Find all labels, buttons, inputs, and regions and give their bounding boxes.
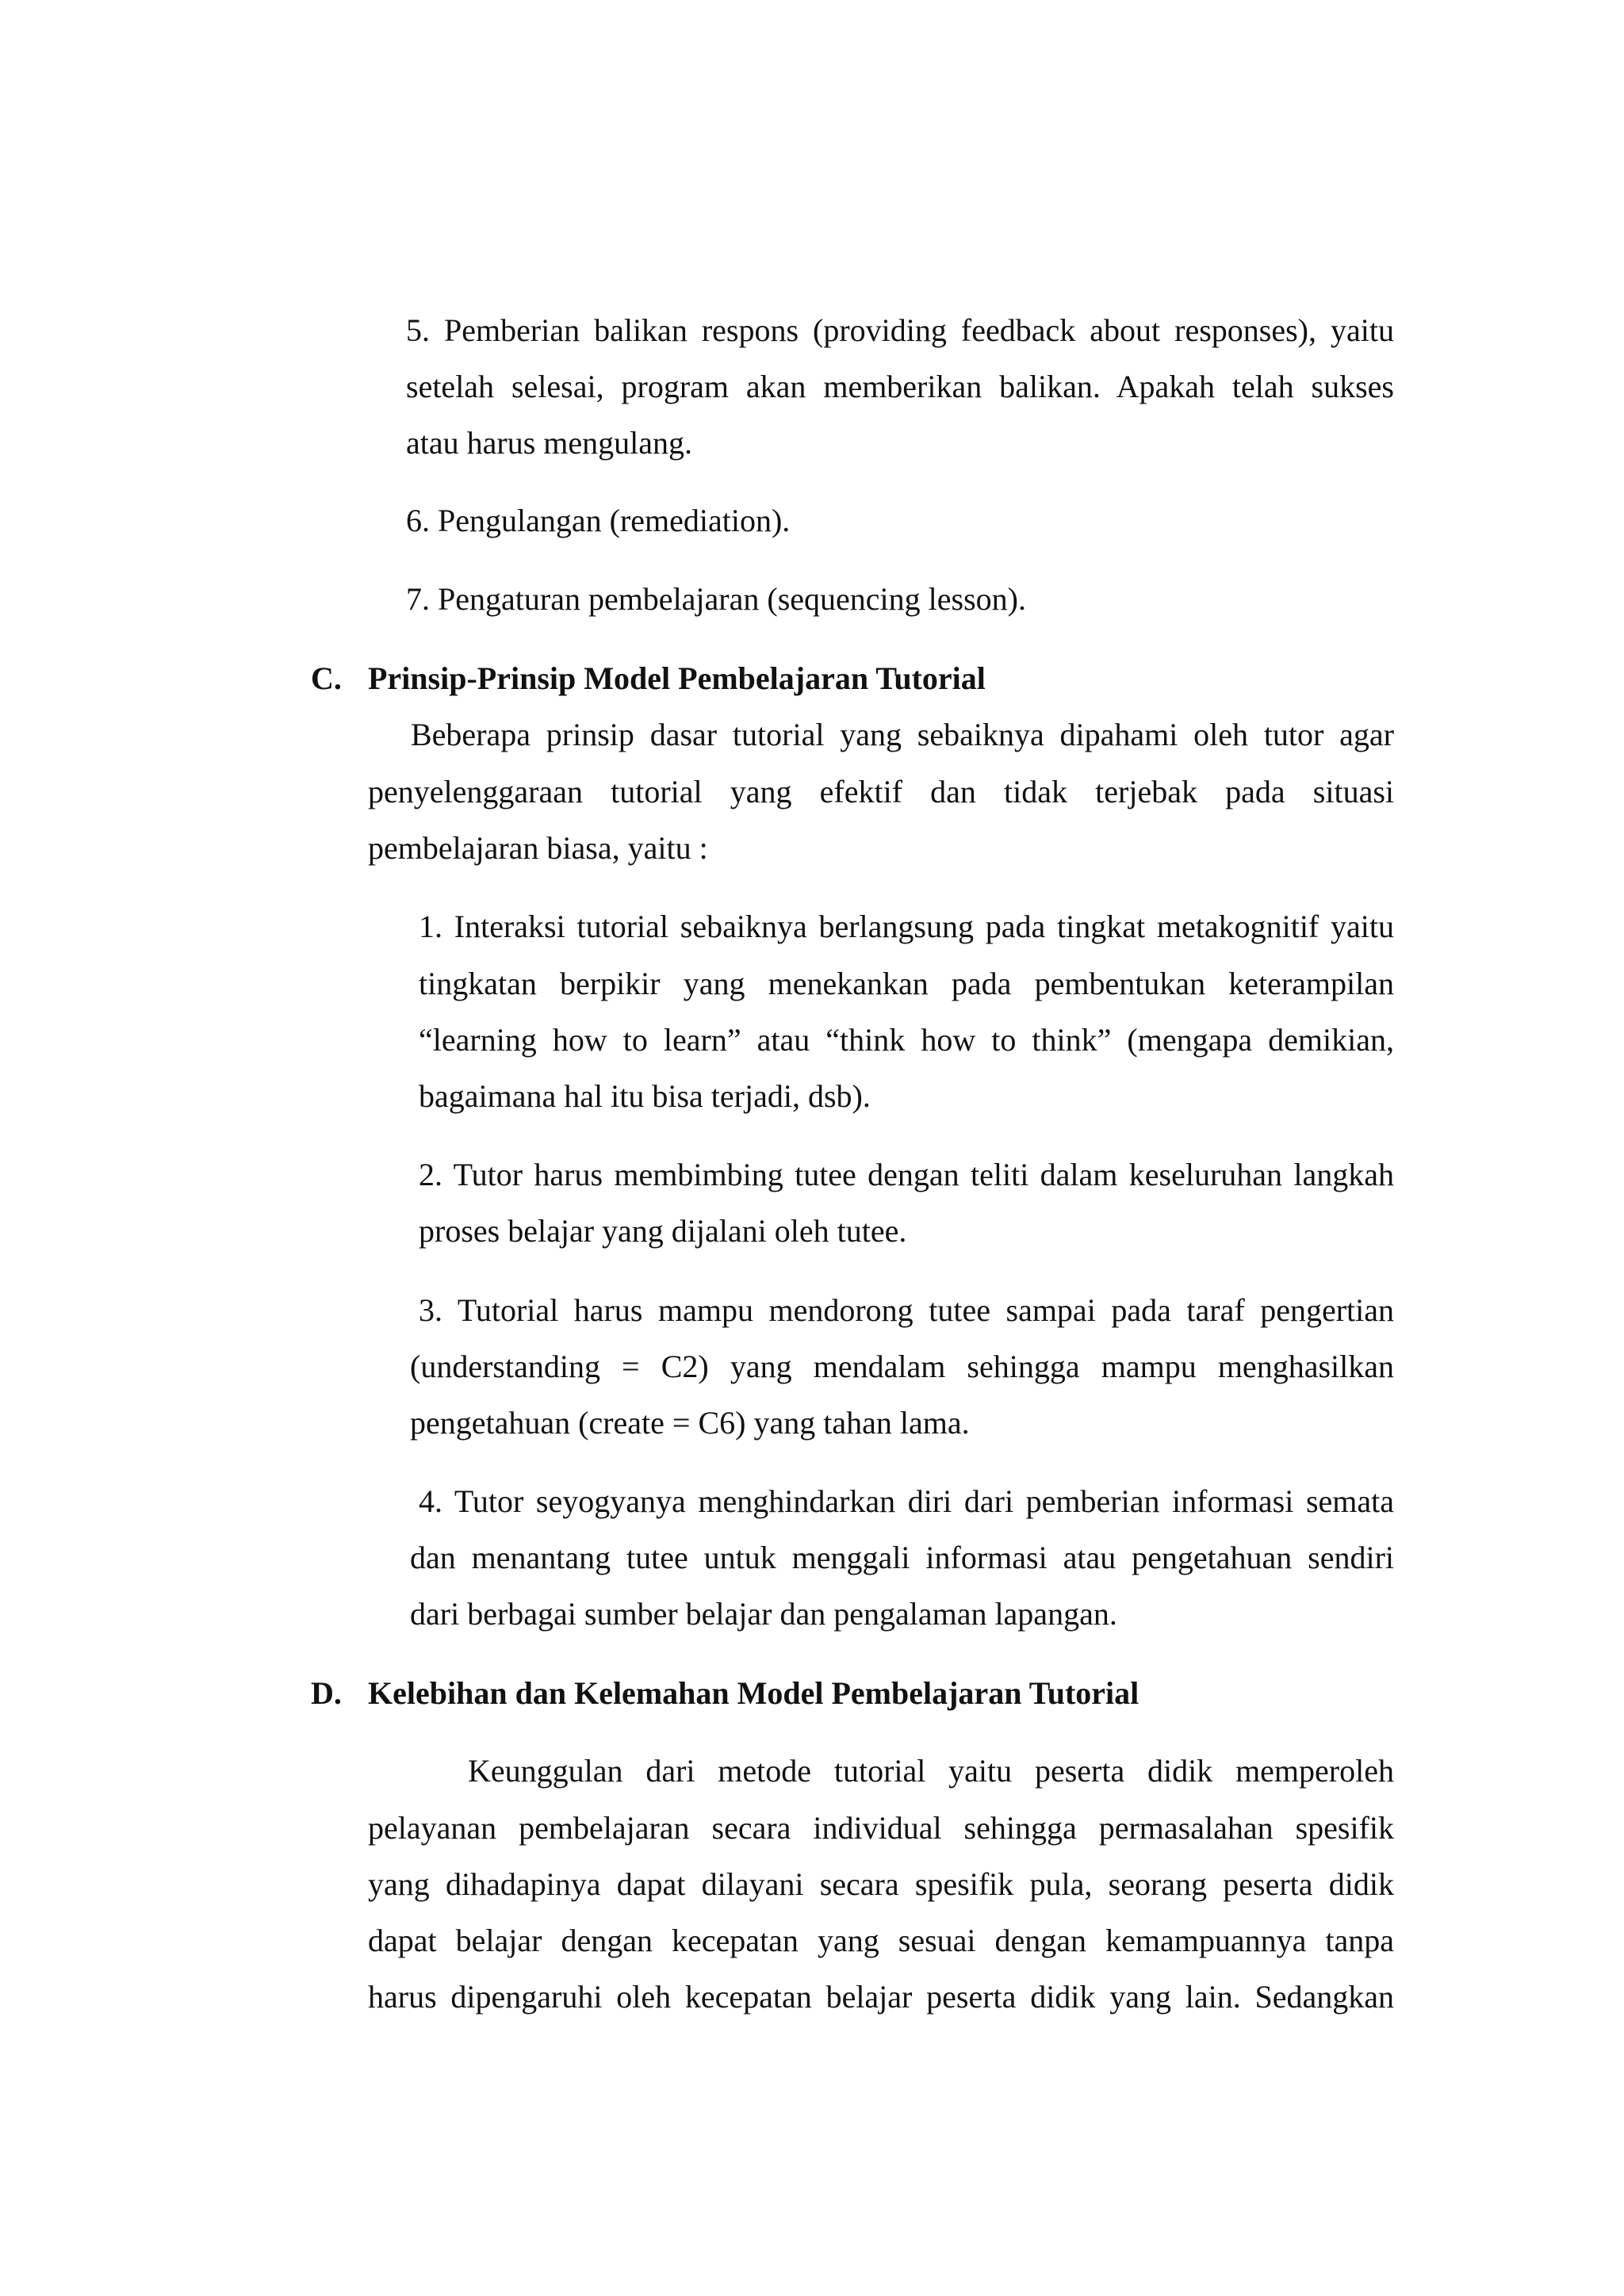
- section-c-intro-line-1: Beberapa prinsip dasar tutorial yang sebaiknya dipahami oleh tutor agar: [411, 717, 1394, 752]
- section-d-para-line-2: pelayanan pembelajaran secara individual sehingga permasalahan spesifik: [368, 1810, 1394, 1846]
- principle-3-line-2: (understanding = C2) yang mendalam sehingga mampu menghasilkan: [410, 1349, 1394, 1384]
- section-c-intro-line-2: penyelenggaraan tutorial yang efektif dan tidak terjebak pada situasi: [368, 774, 1394, 809]
- section-d-para-line-1: Keunggulan dari metode tutorial yaitu peserta didik memperoleh: [468, 1753, 1394, 1789]
- principle-4-line-2: dan menantang tutee untuk menggali informasi atau pengetahuan sendiri: [410, 1540, 1394, 1575]
- list-item-5-line-1: 5. Pemberian balikan respons (providing feedback about responses), yaitu: [406, 312, 1394, 348]
- principle-2-line-1: 2. Tutor harus membimbing tutee dengan teliti dalam keseluruhan langkah: [419, 1157, 1394, 1192]
- list-item-6: 6. Pengulangan (remediation).: [406, 503, 791, 538]
- principle-4-line-1: 4. Tutor seyogyanya menghindarkan diri dari pemberian informasi semata: [419, 1483, 1394, 1519]
- section-c-letter: C.: [311, 660, 342, 696]
- principle-1-line-4: bagaimana hal itu bisa terjadi, dsb).: [419, 1078, 871, 1114]
- section-d-para-line-3: yang dihadapinya dapat dilayani secara spesifik pula, seorang peserta didik: [368, 1866, 1394, 1902]
- principle-3-line-1: 3. Tutorial harus mampu mendorong tutee sampai pada taraf pengertian: [419, 1292, 1394, 1328]
- section-c-title: Prinsip-Prinsip Model Pembelajaran Tutorial: [368, 660, 986, 696]
- section-d-letter: D.: [311, 1675, 342, 1711]
- list-item-5-line-2: setelah selesai, program akan memberikan balikan. Apakah telah sukses: [406, 369, 1394, 404]
- principle-1-line-3: “learning how to learn” atau “think how to think” (mengapa demikian,: [419, 1022, 1394, 1058]
- principle-2-line-2: proses belajar yang dijalani oleh tutee.: [419, 1213, 907, 1249]
- list-item-7: 7. Pengaturan pembelajaran (sequencing lesson).: [406, 581, 1026, 617]
- section-d-para-line-5: harus dipengaruhi oleh kecepatan belajar peserta didik yang lain. Sedangkan: [368, 1979, 1394, 2015]
- section-d-para-line-4: dapat belajar dengan kecepatan yang sesuai dengan kemampuannya tanpa: [368, 1923, 1394, 1958]
- section-d-title: Kelebihan dan Kelemahan Model Pembelajaran Tutorial: [368, 1675, 1139, 1711]
- principle-4-line-3: dari berbagai sumber belajar dan pengalaman lapangan.: [410, 1596, 1117, 1632]
- section-c-intro-line-3: pembelajaran biasa, yaitu :: [368, 830, 708, 866]
- principle-1-line-1: 1. Interaksi tutorial sebaiknya berlangsung pada tingkat metakognitif yaitu: [419, 909, 1394, 944]
- list-item-5-line-3: atau harus mengulang.: [406, 425, 692, 461]
- section-d-heading: [311, 1674, 1421, 1712]
- principle-3-line-3: pengetahuan (create = C6) yang tahan lama.: [410, 1405, 970, 1441]
- section-c-heading: [311, 660, 1421, 698]
- principle-1-line-2: tingkatan berpikir yang menekankan pada pembentukan keterampilan: [419, 966, 1394, 1001]
